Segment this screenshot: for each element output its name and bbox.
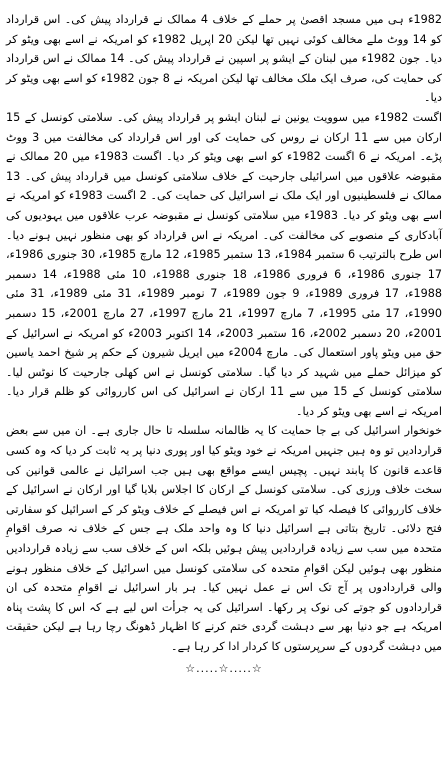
end-divider: ☆.....☆.....☆ [185,661,263,675]
article-paragraph-1: 1982ء ہی میں مسجد اقصیٰ پر حملے کے خلاف 4 ممالک نے قرارداد پیش کی۔ اس قرارداد کو 14 ووٹ ملے مخالف کوئی نہیں تھا لیکن 20 اپریل 1982ء کو امریکہ نے اسے بھی ویٹو کر دیا۔ جون 1982ء میں لبنان کے ایشو پر اسپین نے قرارداد پیش کی۔ 14 ممالک نے اس قرارداد کی حمایت کی، صرف ایک ملک مخالف تھا لیکن امریکہ نے 8 جون 1982ء کو اسے بھی ویٹو کر دیا۔ [6,13,443,105]
article-paragraph-2: اگست 1982ء میں سوویت یونین نے لبنان ایشو پر قرارداد پیش کی۔ سلامتی کونسل کے 15 ارکان میں سے 11 ارکان نے روس کی حمایت کی اور اس قرارداد کی مخالفت میں 3 ووٹ پڑے۔ امریکہ نے 6 اگست 1982ء کو اسے بھی ویٹو کر دیا۔ اگست 1983ء میں 20 ممالک نے مقبوضہ علاقوں میں اسرائیلی جارحیت کے خلاف سلامتی کونسل میں قرارداد پیش کی۔ 13 ممالک نے فلسطینیوں اور ایک ملک نے اسرائیل کی حمایت کی۔ 2 اگست 1983ء کو امریکہ نے اسے بھی ویٹو کر دیا۔ 1983ء میں سلامتی کونسل نے مقبوضہ عرب علاقوں میں یہودیوں کی آبادکاری کے منصوبے کی مخالفت کی۔ امریکہ نے اس قرارداد کو بھی منظور نہیں ہونے دیا۔ اس طرح بالترتیب 6 ستمبر 1984ء، 13 ستمبر 1985ء، 12 مارچ 1985ء، 30 جنوری 1986ء، 17 جنوری 1986ء، 6 فروری 1986ء، 18 جنوری 1988ء، 10 مئی 1988ء، 14 دسمبر 1988ء، 17 فروری 1989ء، 9 جون 1989ء، 7 نومبر 1989ء، 31 مئی 1989ء، 31 مئی 1990ء، 17 مئی 1995ء، 7 مارچ 1997ء، 21 مارچ 1997ء، 27 مارچ 2001ء، 15 دسمبر 2001ء، 20 دسمبر 2002ء، 16 ستمبر 2003ء، 14 اکتوبر 2003ء کو امریکہ نے اسرائیل کے حق میں ویٹو پاور استعمال کی۔ مارچ 2004ء میں ایریل شیرون کے حکم پر شیخ احمد یاسین کو میزائل حملے میں شہید کر دیا گیا۔ سلامتی کونسل نے اس کھلی جارحیت کا نوٹس لیا۔ سلامتی کونسل کے 15 میں سے 11 ارکان نے اسرائیل کی اس کارروائی کو ظلم قرار دیا۔ امریکہ نے اسے بھی ویٹو کر دیا۔ [6,110,443,418]
article-paragraph-3: خونخوار اسرائیل کی بے جا حمایت کا یہ ظالمانہ سلسلہ تا حال جاری ہے۔ ان میں سے بعض قراردادیں تو وہ ہیں جنہیں امریکہ نے خود ویٹو کیا اور پوری دنیا پر یہ ثابت کر دیا کہ وہ کسی قاعدے قانون کا پابند نہیں۔ پچیس ایسے مواقع بھی ہیں جب اسرائیل نے عالمی قوانین کی سخت خلاف ورزی کی۔ سلامتی کونسل کے ارکان کا اجلاس بلایا گیا اور ارکان نے اسرائیل کے خلاف کارروائی کا فیصلہ کیا تو امریکہ نے اس فیصلے کے خلاف ویٹو کر کے اسرائیل کو سفارتی فتح دلائی۔ تاریخ بتاتی ہے اسرائیل دنیا کا وہ واحد ملک ہے جس کے خلاف نہ صرف اقوامِ متحدہ میں سب سے زیادہ قراردادیں پیش ہوئیں بلکہ اس کے خلاف سب سے زیادہ قراردادیں منظور بھی ہوئیں لیکن اقوامِ متحدہ کی سلامتی کونسل میں اسرائیل کے خلاف منظور ہونے والی قراردادوں پر آج تک اس نے عمل نہیں کیا۔ ہر بار اسرائیل نے اقوامِ متحدہ کی ان قراردادوں کو جوتے کی نوک پر رکھا۔ اسرائیل کی یہ جرأت اس لیے ہے کہ اس کا پشت پناہ امریکہ ہے جو دنیا بھر سے دہشت گردی ختم کرنے کا اظہار ڈھونگ رچا رہا ہے لیکن حقیقت میں دہشت گردوں کے سرپرستوں کا کردار ادا کر رہا ہے۔ [6,424,442,653]
